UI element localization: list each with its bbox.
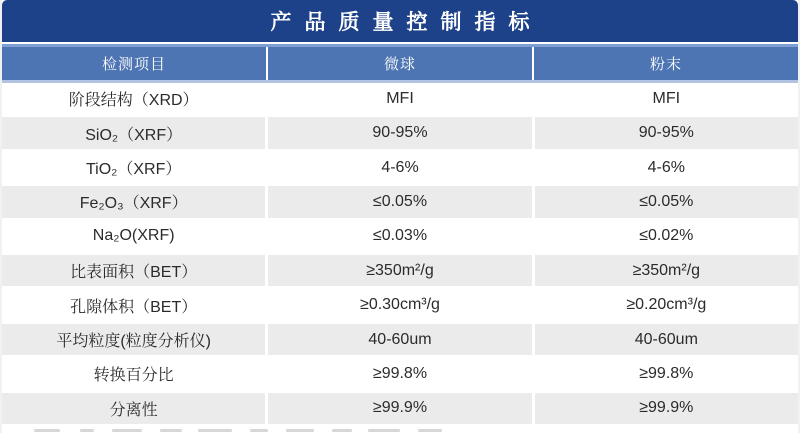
cell-powder-value: 40-60um — [535, 324, 798, 355]
cell-microsphere-value: MFI — [268, 83, 531, 114]
table-body — [2, 83, 798, 424]
cell-item: Na₂O(XRF) — [2, 221, 265, 252]
table-row — [2, 255, 798, 286]
column-header-microsphere: 微球 — [268, 47, 532, 80]
table-row — [2, 289, 798, 320]
cutoff-text-fragments — [2, 424, 798, 433]
cell-item: 平均粒度(粒度分析仪) — [2, 324, 265, 355]
cutoff-fragment — [286, 429, 314, 432]
table-row — [2, 358, 798, 389]
cutoff-fragment — [112, 429, 142, 432]
table-row — [2, 117, 798, 148]
column-header-powder: 粉末 — [534, 47, 798, 80]
table-row — [2, 324, 798, 355]
table-row — [2, 83, 798, 114]
cutoff-fragment — [250, 429, 268, 432]
cell-powder-value: 4-6% — [535, 152, 798, 183]
cell-item: 转换百分比 — [2, 358, 265, 389]
table-title: 产品质量控制指标 — [270, 11, 543, 34]
cell-microsphere-value: ≥350m²/g — [268, 255, 531, 286]
table-row — [2, 152, 798, 183]
column-header-item: 检测项目 — [2, 47, 266, 80]
table-row — [2, 393, 798, 424]
cutoff-fragment — [368, 429, 400, 432]
cell-microsphere-value: 40-60um — [268, 324, 531, 355]
cell-powder-value: ≥0.20cm³/g — [535, 289, 798, 320]
cell-item: 比表面积（BET） — [2, 255, 265, 286]
cell-powder-value: MFI — [535, 83, 798, 114]
table-row — [2, 221, 798, 252]
cutoff-fragment — [34, 429, 60, 432]
cell-item: 阶段结构（XRD） — [2, 83, 265, 114]
cell-microsphere-value: ≤0.05% — [268, 186, 531, 217]
cell-powder-value: ≥99.8% — [535, 358, 798, 389]
cell-powder-value: ≥99.9% — [535, 393, 798, 424]
cell-powder-value: ≥350m²/g — [535, 255, 798, 286]
cell-powder-value: 90-95% — [535, 117, 798, 148]
cell-microsphere-value: ≤0.03% — [268, 221, 531, 252]
cell-microsphere-value: 4-6% — [268, 152, 531, 183]
cutoff-fragment — [332, 429, 352, 432]
cell-microsphere-value: ≥99.9% — [268, 393, 531, 424]
cell-item: 孔隙体积（BET） — [2, 289, 265, 320]
cutoff-fragment — [160, 429, 182, 432]
cell-microsphere-value: 90-95% — [268, 117, 531, 148]
cell-item: 分离性 — [2, 393, 265, 424]
table-header-row — [2, 47, 798, 80]
cell-microsphere-value: ≥0.30cm³/g — [268, 289, 531, 320]
table-row — [2, 186, 798, 217]
table-title-bar — [2, 0, 798, 42]
cutoff-fragment — [418, 429, 442, 432]
cell-powder-value: ≤0.02% — [535, 221, 798, 252]
cutoff-fragment — [80, 429, 94, 432]
cell-item: SiO₂（XRF） — [2, 117, 265, 148]
cell-microsphere-value: ≥99.8% — [268, 358, 531, 389]
cutoff-fragment — [198, 429, 232, 432]
cell-item: TiO₂（XRF） — [2, 152, 265, 183]
cell-powder-value: ≤0.05% — [535, 186, 798, 217]
cell-item: Fe₂O₃（XRF） — [2, 186, 265, 217]
